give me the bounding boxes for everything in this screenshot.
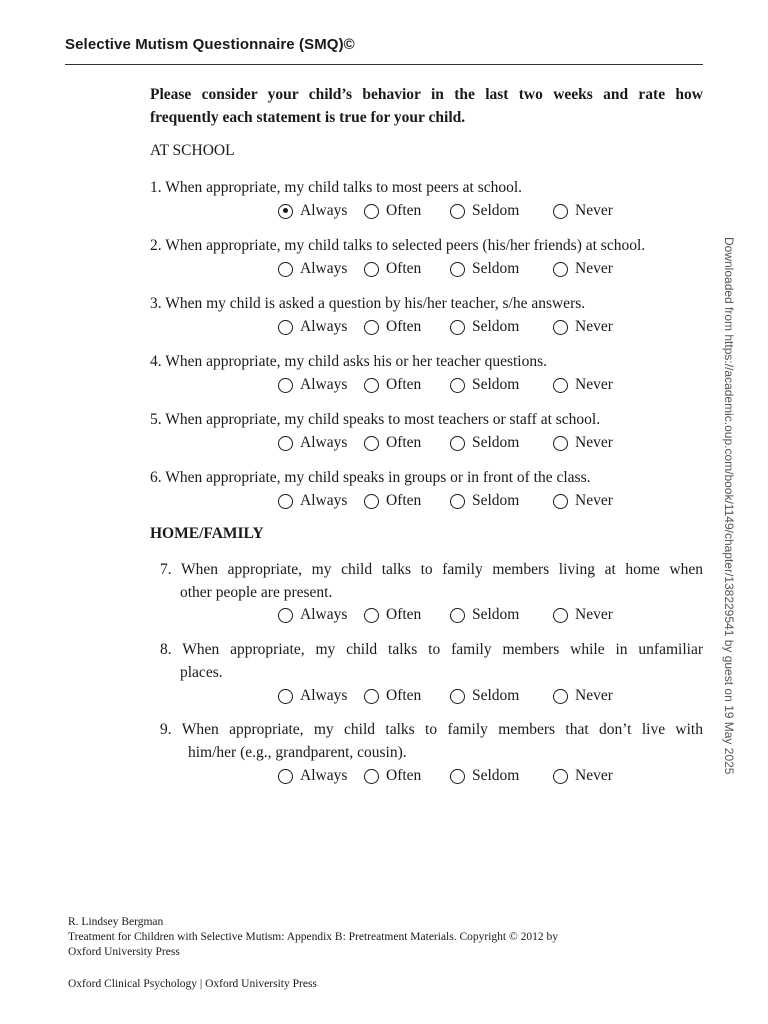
section-heading-home: HOME/FAMILY bbox=[150, 525, 264, 542]
q6-option-always[interactable] bbox=[278, 492, 347, 510]
radio-button[interactable] bbox=[450, 689, 465, 704]
option-label: Always bbox=[300, 606, 348, 623]
radio-button[interactable] bbox=[450, 608, 465, 623]
radio-button[interactable] bbox=[278, 320, 293, 335]
option-label: Always bbox=[300, 202, 348, 219]
radio-button[interactable] bbox=[450, 204, 465, 219]
option-label: Seldom bbox=[472, 687, 520, 704]
header-divider bbox=[65, 64, 703, 65]
q6-option-often[interactable] bbox=[364, 492, 421, 510]
option-label: Seldom bbox=[472, 260, 520, 277]
radio-button[interactable] bbox=[450, 320, 465, 335]
question-text: 8. When appropriate, my child talks to family members while in unfamiliar bbox=[160, 641, 703, 658]
option-label: Never bbox=[575, 260, 613, 277]
question-8 bbox=[160, 639, 703, 684]
q2-option-seldom[interactable] bbox=[450, 260, 519, 278]
radio-button[interactable] bbox=[553, 262, 568, 277]
question-text: 1. When appropriate, my child talks to most peers at school. bbox=[150, 179, 523, 196]
q8-option-often[interactable] bbox=[364, 687, 421, 705]
option-label: Always bbox=[300, 318, 348, 335]
option-label: Never bbox=[575, 318, 613, 335]
instructions-line-1: Please consider your child’s behavior in the last two weeks and rate how bbox=[150, 86, 703, 103]
radio-button[interactable] bbox=[278, 262, 293, 277]
option-label: Never bbox=[575, 376, 613, 393]
question-text: 7. When appropriate, my child talks to family members living at home when bbox=[160, 561, 703, 578]
question-3 bbox=[150, 293, 703, 316]
q1-option-never[interactable] bbox=[553, 202, 613, 220]
option-label: Seldom bbox=[472, 606, 520, 623]
radio-button[interactable] bbox=[278, 769, 293, 784]
q3-option-often[interactable] bbox=[364, 318, 421, 336]
q4-option-seldom[interactable] bbox=[450, 376, 519, 394]
download-watermark: Downloaded from https://academic.oup.com/book/1149/chapter/138229541 by guest on 19 May 2025 bbox=[722, 237, 736, 775]
q7-option-always[interactable] bbox=[278, 606, 347, 624]
option-label: Often bbox=[386, 434, 422, 451]
q9-option-often[interactable] bbox=[364, 767, 421, 785]
option-label: Often bbox=[386, 606, 422, 623]
radio-button[interactable] bbox=[364, 436, 379, 451]
radio-button[interactable] bbox=[450, 769, 465, 784]
radio-button[interactable] bbox=[364, 204, 379, 219]
q4-option-always[interactable] bbox=[278, 376, 347, 394]
q5-option-seldom[interactable] bbox=[450, 434, 519, 452]
radio-button[interactable] bbox=[364, 494, 379, 509]
q6-option-never[interactable] bbox=[553, 492, 613, 510]
option-label: Always bbox=[300, 260, 348, 277]
option-label: Never bbox=[575, 202, 613, 219]
footer-citation-line-2: Oxford University Press bbox=[68, 946, 180, 958]
footer-publisher: Oxford Clinical Psychology | Oxford University Press bbox=[68, 978, 317, 990]
radio-button[interactable] bbox=[364, 320, 379, 335]
option-label: Often bbox=[386, 202, 422, 219]
option-label: Never bbox=[575, 434, 613, 451]
option-label: Seldom bbox=[472, 767, 520, 784]
radio-button[interactable] bbox=[450, 262, 465, 277]
radio-button[interactable] bbox=[450, 378, 465, 393]
radio-button[interactable] bbox=[553, 320, 568, 335]
q1-option-seldom[interactable] bbox=[450, 202, 519, 220]
q4-option-often[interactable] bbox=[364, 376, 421, 394]
option-label: Always bbox=[300, 687, 348, 704]
q2-option-always[interactable] bbox=[278, 260, 347, 278]
option-label: Seldom bbox=[472, 492, 520, 509]
q4-option-never[interactable] bbox=[553, 376, 613, 394]
q1-option-always[interactable] bbox=[278, 202, 347, 220]
q8-option-always[interactable] bbox=[278, 687, 347, 705]
q3-option-never[interactable] bbox=[553, 318, 613, 336]
option-label: Always bbox=[300, 434, 348, 451]
radio-button[interactable] bbox=[553, 608, 568, 623]
option-label: Often bbox=[386, 492, 422, 509]
question-4 bbox=[150, 351, 703, 374]
question-7 bbox=[160, 559, 703, 604]
option-label: Often bbox=[386, 260, 422, 277]
option-label: Seldom bbox=[472, 376, 520, 393]
option-label: Always bbox=[300, 767, 348, 784]
radio-button[interactable] bbox=[278, 378, 293, 393]
radio-button[interactable] bbox=[364, 262, 379, 277]
question-text: 4. When appropriate, my child asks his or her teacher questions. bbox=[150, 353, 548, 370]
option-label: Seldom bbox=[472, 202, 520, 219]
q3-option-always[interactable] bbox=[278, 318, 347, 336]
radio-button[interactable] bbox=[364, 378, 379, 393]
question-text: 6. When appropriate, my child speaks in groups or in front of the class. bbox=[150, 469, 591, 486]
radio-button[interactable] bbox=[553, 769, 568, 784]
radio-button[interactable] bbox=[553, 204, 568, 219]
q5-option-often[interactable] bbox=[364, 434, 421, 452]
q7-option-seldom[interactable] bbox=[450, 606, 519, 624]
radio-button[interactable] bbox=[553, 494, 568, 509]
question-9 bbox=[160, 719, 703, 764]
radio-button[interactable] bbox=[278, 689, 293, 704]
question-text: 9. When appropriate, my child talks to family members that don’t live with bbox=[160, 721, 703, 738]
option-label: Never bbox=[575, 767, 613, 784]
question-1 bbox=[150, 177, 703, 200]
instructions bbox=[150, 84, 703, 129]
q3-option-seldom[interactable] bbox=[450, 318, 519, 336]
question-2 bbox=[150, 235, 703, 258]
page-title: Selective Mutism Questionnaire (SMQ)© bbox=[65, 36, 355, 53]
q1-option-often[interactable] bbox=[364, 202, 421, 220]
question-5 bbox=[150, 409, 703, 432]
radio-button[interactable] bbox=[553, 689, 568, 704]
radio-button[interactable] bbox=[278, 204, 293, 219]
radio-button[interactable] bbox=[278, 494, 293, 509]
option-label: Seldom bbox=[472, 434, 520, 451]
option-label: Never bbox=[575, 492, 613, 509]
q2-option-never[interactable] bbox=[553, 260, 613, 278]
option-label: Always bbox=[300, 376, 348, 393]
question-text: 2. When appropriate, my child talks to selected peers (his/her friends) at school. bbox=[150, 237, 646, 254]
radio-button[interactable] bbox=[553, 378, 568, 393]
radio-button[interactable] bbox=[450, 494, 465, 509]
q6-option-seldom[interactable] bbox=[450, 492, 519, 510]
option-label: Often bbox=[386, 318, 422, 335]
option-label: Often bbox=[386, 687, 422, 704]
instructions-line-2: frequently each statement is true for your child. bbox=[150, 108, 466, 126]
q9-option-never[interactable] bbox=[553, 767, 613, 785]
radio-button[interactable] bbox=[278, 608, 293, 623]
footer-citation-line-1: Treatment for Children with Selective Mutism: Appendix B: Pretreatment Materials. Copyright © 2012 by bbox=[68, 931, 558, 943]
q7-option-often[interactable] bbox=[364, 606, 421, 624]
option-label: Often bbox=[386, 767, 422, 784]
question-text: 3. When my child is asked a question by his/her teacher, s/he answers. bbox=[150, 295, 586, 312]
question-text-continued: other people are present. bbox=[180, 583, 333, 601]
footer-author: R. Lindsey Bergman bbox=[68, 916, 164, 928]
question-6 bbox=[150, 467, 703, 490]
q8-option-never[interactable] bbox=[553, 687, 613, 705]
option-label: Never bbox=[575, 606, 613, 623]
radio-button[interactable] bbox=[364, 689, 379, 704]
question-text-continued: him/her (e.g., grandparent, cousin). bbox=[188, 743, 407, 761]
option-label: Always bbox=[300, 492, 348, 509]
option-label: Seldom bbox=[472, 318, 520, 335]
footer-citation bbox=[68, 915, 558, 960]
radio-button[interactable] bbox=[364, 769, 379, 784]
radio-button[interactable] bbox=[364, 608, 379, 623]
radio-button[interactable] bbox=[450, 436, 465, 451]
q9-option-always[interactable] bbox=[278, 767, 347, 785]
q9-option-seldom[interactable] bbox=[450, 767, 519, 785]
q5-option-never[interactable] bbox=[553, 434, 613, 452]
section-heading-school: AT SCHOOL bbox=[150, 142, 235, 159]
option-label: Never bbox=[575, 687, 613, 704]
q8-option-seldom[interactable] bbox=[450, 687, 519, 705]
radio-button[interactable] bbox=[278, 436, 293, 451]
q2-option-often[interactable] bbox=[364, 260, 421, 278]
option-label: Often bbox=[386, 376, 422, 393]
q7-option-never[interactable] bbox=[553, 606, 613, 624]
q5-option-always[interactable] bbox=[278, 434, 347, 452]
question-text: 5. When appropriate, my child speaks to most teachers or staff at school. bbox=[150, 411, 601, 428]
question-text-continued: places. bbox=[180, 663, 223, 681]
radio-button[interactable] bbox=[553, 436, 568, 451]
